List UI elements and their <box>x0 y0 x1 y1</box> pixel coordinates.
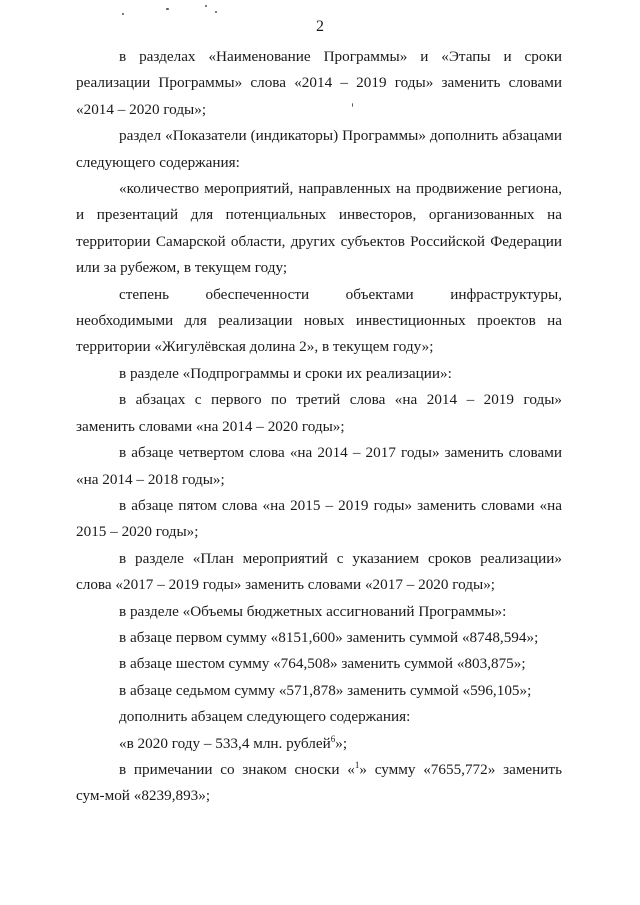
last-paragraph-start: в примечании со знаком сноски « <box>119 760 355 778</box>
paragraph: в абзаце четвертом слова «на 2014 – 2017 годы» заменить словами «на 2014 – 2018 годы»; <box>76 444 562 488</box>
page-number: 2 <box>316 18 324 35</box>
paragraph: в абзаце первом сумму «8151,600» заменить суммой «8748,594»; <box>119 628 539 646</box>
paragraph: степень обеспеченности объектами инфраструктуры, необходимыми для реализации новых инвестиционных проектов на территории «Жигулёвская долина 2», в текущем году»; <box>76 285 562 356</box>
paragraph: в абзацах с первого по третий слова «на 2014 – 2019 годы» заменить словами «на 2014 – 2020 годы»; <box>76 391 562 435</box>
document-body <box>76 44 562 810</box>
paragraph: «количество мероприятий, направленных на продвижение региона, и презентаций для потенциальных инвесторов, организованных на территории Самарской области, других субъектов Российской Федерации или за рубежом, в текущем году; <box>76 180 562 277</box>
footnote-paragraph <box>76 731 562 757</box>
paragraph: раздел «Показатели (индикаторы) Программы» дополнить абзацами следующего содержания: <box>76 127 562 171</box>
footnote-marker: 6 <box>330 733 336 744</box>
paragraph: в абзаце седьмом сумму «571,878» заменить суммой «596,105»; <box>119 681 532 699</box>
footnote-text-end: »; <box>335 734 348 752</box>
scan-speck <box>205 5 207 7</box>
paragraph: в абзаце шестом сумму «764,508» заменить суммой «803,875»; <box>119 655 526 673</box>
paragraph: в разделе «Объемы бюджетных ассигнований Программы»: <box>119 602 507 620</box>
scan-speck <box>166 8 169 10</box>
paragraph: в абзаце пятом слова «на 2015 – 2019 годы» заменить словами «на 2015 – 2020 годы»; <box>76 496 562 541</box>
paragraph: в разделе «Подпрограммы и сроки их реализации»: <box>119 364 452 382</box>
footnote-text: «в 2020 году – 533,4 млн. рублей <box>119 734 331 752</box>
scan-speck <box>215 11 217 13</box>
scan-speck <box>122 13 124 15</box>
footnote-sign: 1 <box>354 759 360 770</box>
last-paragraph <box>76 757 562 810</box>
paragraph: в разделе «План мероприятий с указанием сроков реализации» слова «2017 – 2019 годы» заменить словами «2017 – 2020 годы»; <box>76 549 562 594</box>
paragraph: дополнить абзацем следующего содержания: <box>119 708 411 726</box>
paragraph: в разделах «Наименование Программы» и «Этапы и сроки реализации Программы» слова «2014 – 2019 годы» заменить словами «2014 – 2020 годы»; <box>76 48 562 118</box>
last-paragraph-end: » сумму «7655,772» заменить сум-мой «8239,893»; <box>76 760 562 805</box>
